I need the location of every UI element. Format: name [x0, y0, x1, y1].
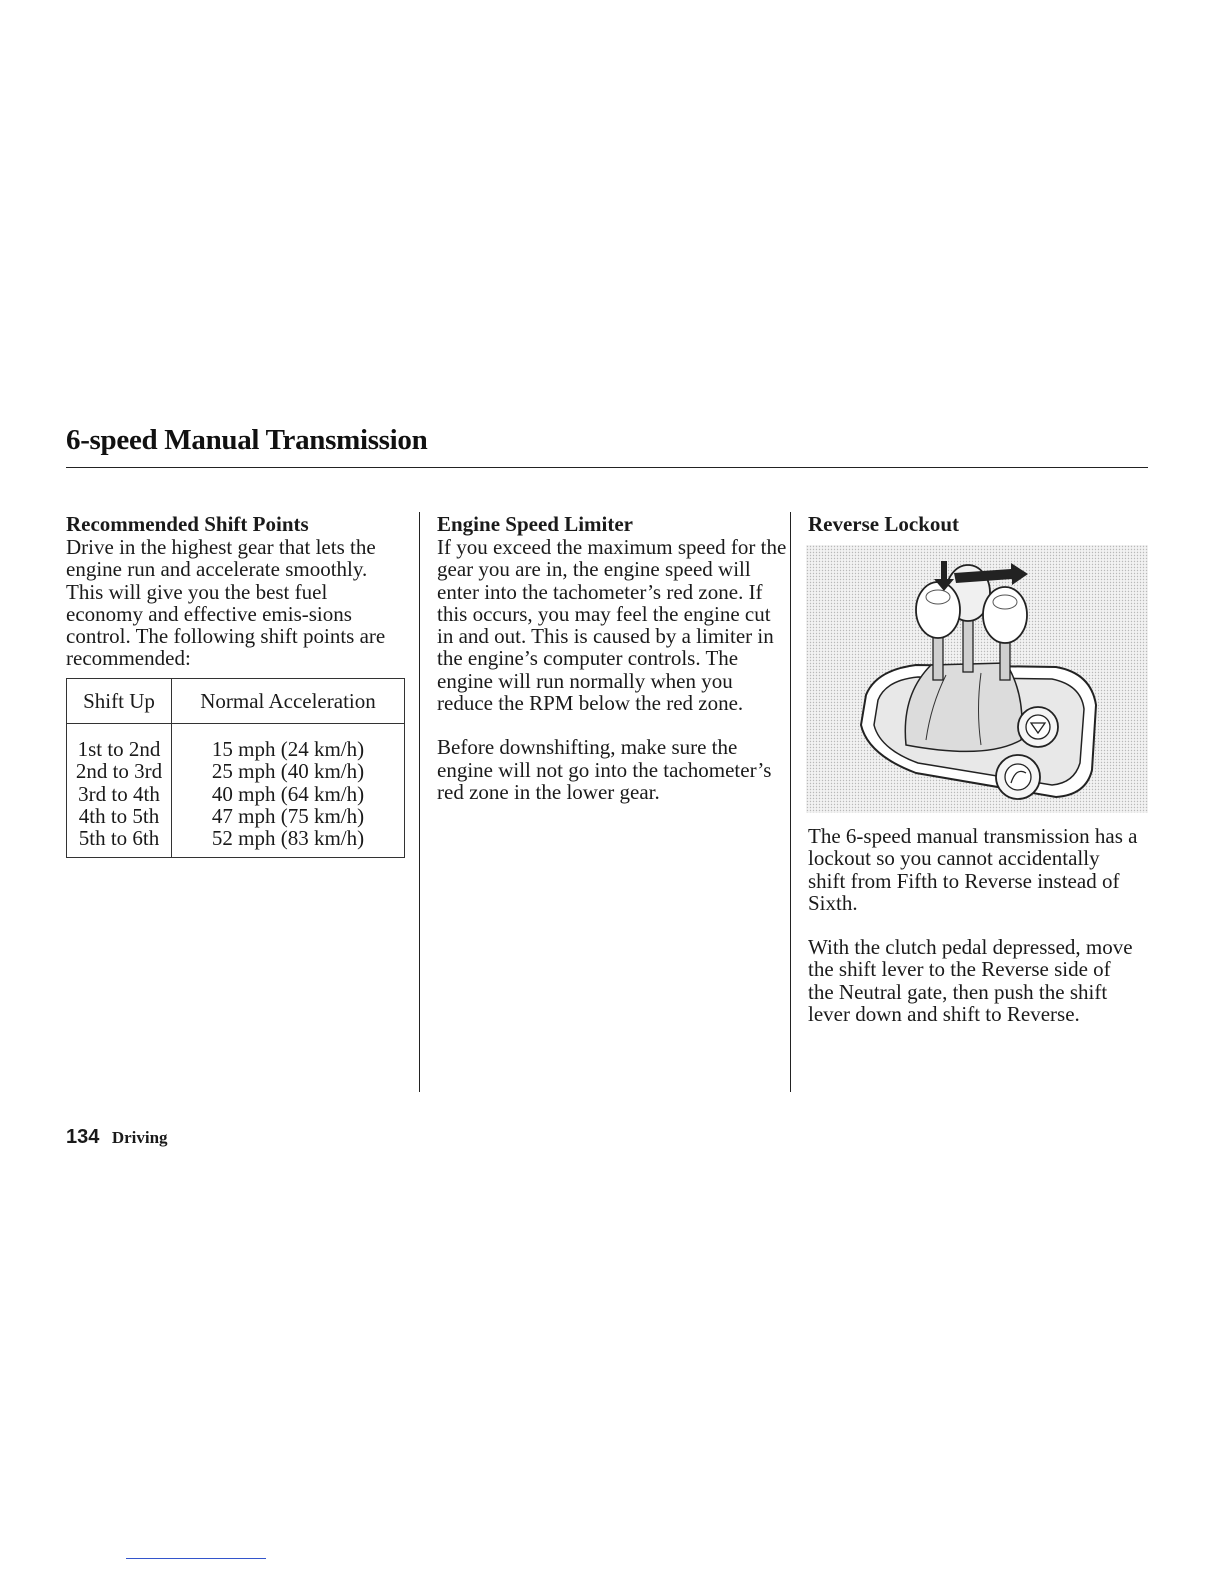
- shift-up-cell: 1st to 2nd: [67, 724, 172, 761]
- limiter-paragraph-1: If you exceed the maximum speed for the gear you are in, the engine speed will enter into the tachometer’s red zone. If this occurs, you may feel the engine cut in and out. This is caused by a limiter in the engine’s computer controls. The engine will run normally when you reduce the RPM below the red zone.: [437, 535, 787, 716]
- footer-section-name: Driving: [111, 1128, 168, 1147]
- shift-up-cell: 5th to 6th: [67, 827, 172, 858]
- table-row: [67, 724, 405, 761]
- page-footer: [66, 1126, 168, 1149]
- page-number: 134: [66, 1126, 100, 1148]
- table-row: [67, 827, 405, 858]
- section-heading-engine-speed-limiter: Engine Speed Limiter: [437, 512, 634, 536]
- speed-cell: 25 mph (40 km/h): [211, 759, 365, 784]
- table-row: [67, 783, 405, 805]
- shift-up-cell: 2nd to 3rd: [67, 760, 172, 782]
- recommended-shift-points-section: [66, 512, 406, 670]
- shift-up-cell: 3rd to 4th: [67, 783, 172, 805]
- speed-cell: 40 mph (64 km/h): [211, 781, 365, 806]
- lockout-paragraph-1: The 6-speed manual transmission has a lockout so you cannot accidentally shift from Fifth to Reverse instead of Sixth.: [808, 824, 1138, 915]
- section-heading-shift-points: Recommended Shift Points: [66, 512, 309, 536]
- table-row: [67, 805, 405, 827]
- shift-up-cell: 4th to 5th: [67, 805, 172, 827]
- reverse-lockout-section: [808, 512, 1138, 536]
- bottom-rule: [126, 1558, 266, 1559]
- title-divider: [66, 467, 1148, 468]
- shift-points-table: [66, 678, 405, 858]
- speed-cell: 47 mph (75 km/h): [211, 803, 365, 828]
- limiter-paragraph-2: Before downshifting, make sure the engine will not go into the tachometer’s red zone in the lower gear.: [437, 735, 772, 804]
- table-header-row: [67, 679, 405, 724]
- column-divider: [790, 512, 791, 1092]
- section-heading-reverse-lockout: Reverse Lockout: [808, 512, 960, 536]
- lockout-paragraph-2: With the clutch pedal depressed, move the shift lever to the Reverse side of the Neutral gate, then push the shift lever down and shift to Reverse.: [808, 935, 1133, 1027]
- column-divider: [419, 512, 420, 1092]
- shift-lever-illustration: [806, 545, 1148, 813]
- table-row: [67, 760, 405, 782]
- page-title: 6-speed Manual Transmission: [66, 424, 428, 456]
- speed-cell: 52 mph (83 km/h): [211, 826, 365, 851]
- shift-points-body: Drive in the highest gear that lets the engine run and accelerate smoothly. This will give you the best fuel economy and effective emis-sions control. The following shift points are recommended:: [66, 535, 386, 671]
- reverse-lockout-text: [808, 825, 1138, 1025]
- column-header-normal-acceleration: Normal Acceleration: [172, 679, 405, 724]
- engine-speed-limiter-section: [437, 512, 787, 803]
- column-header-shift-up: Shift Up: [67, 679, 172, 724]
- speed-cell: 15 mph (24 km/h): [211, 737, 365, 761]
